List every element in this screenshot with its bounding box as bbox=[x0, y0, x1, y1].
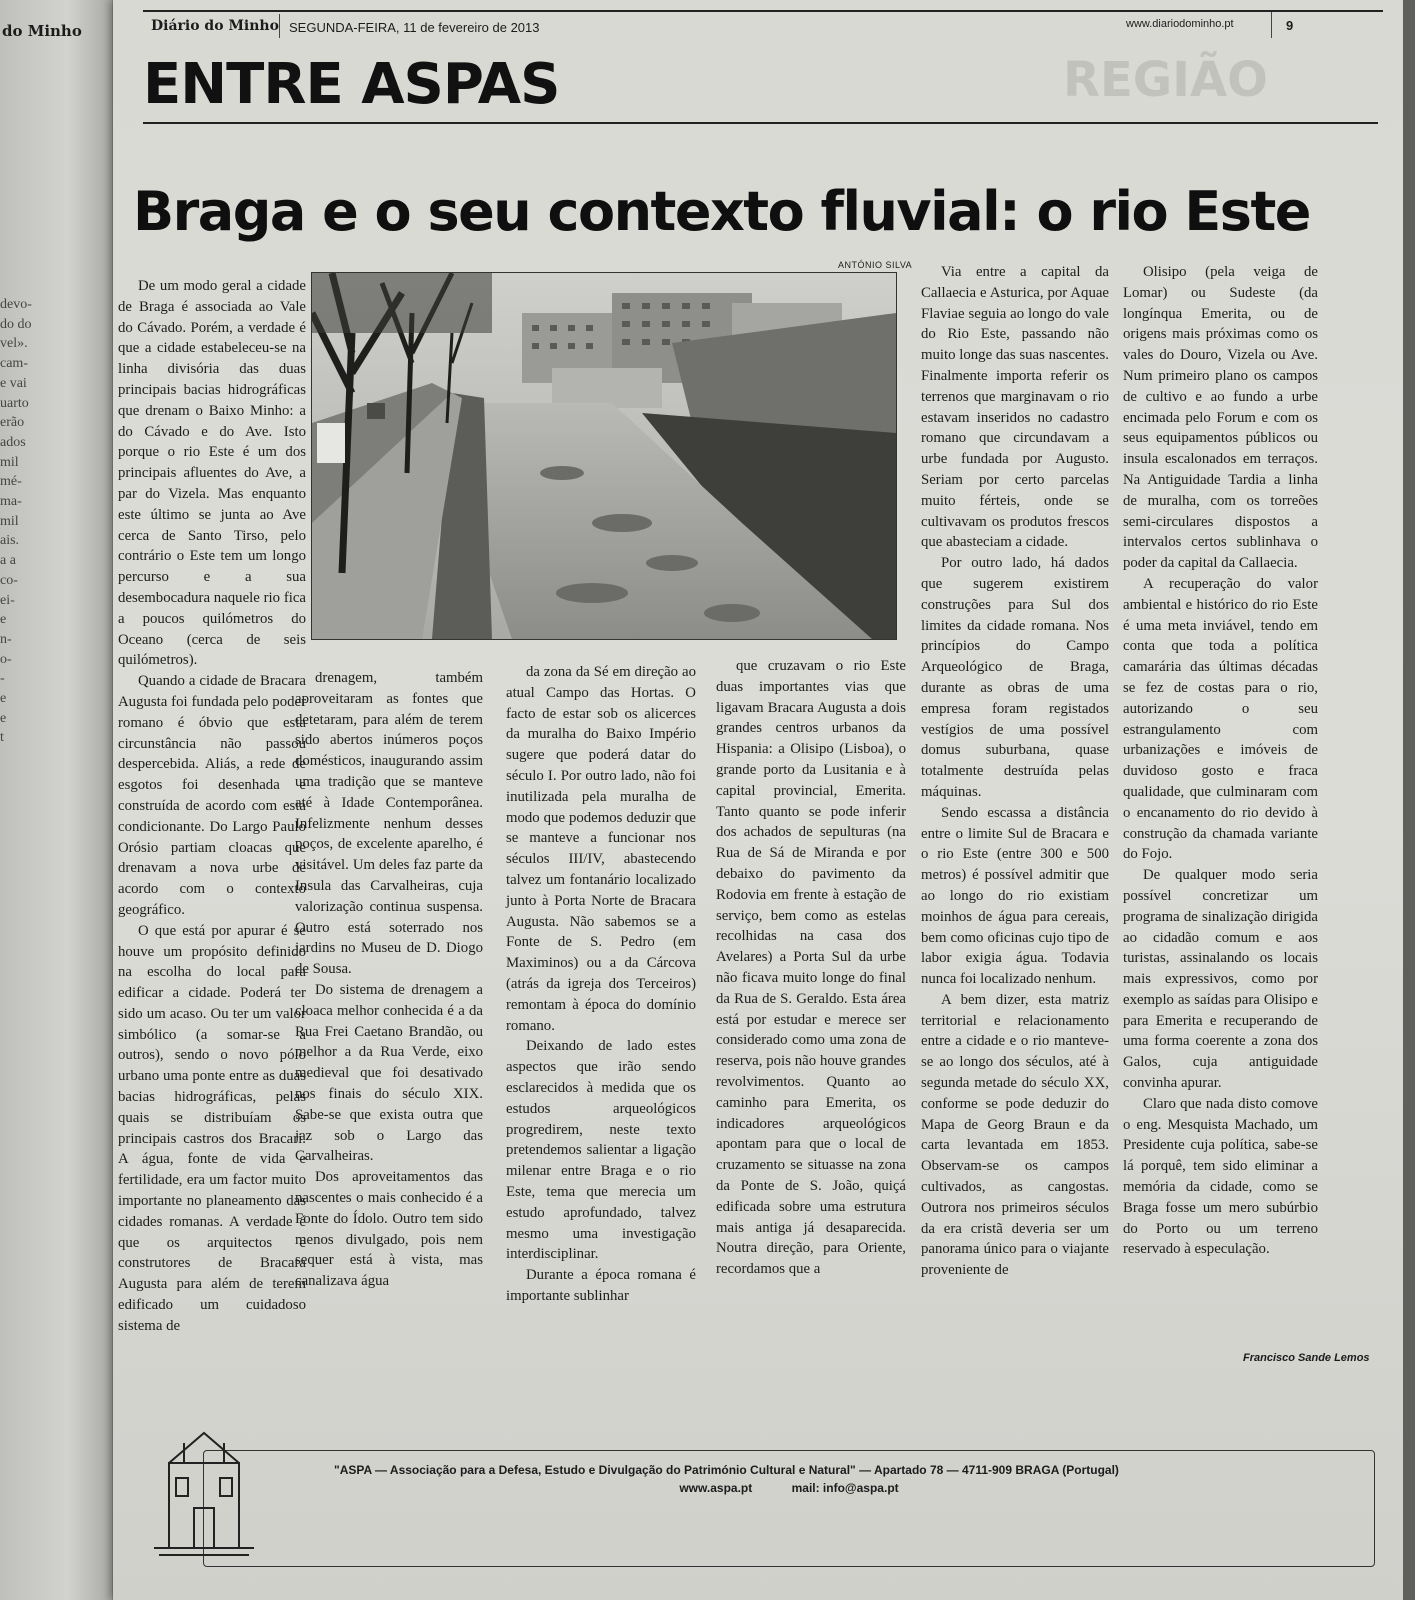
article-paragraph: da zona da Sé em direção ao atual Campo das Hortas. O facto de estar sob os alicerces da muralha do Baixo Império sugere que poderá datar do século I. Por outro lado, não foi inutilizada pela muralha de modo que podemos deduzir que se manteve a funcionar nos séculos III/IV, abastecendo talvez um fontanário localizado junto à Porta Norte de Bracara Augusta. Não sabemos se a Fonte de S. Pedro (em Maximinos) ou a da Cárcova (atrás da igreja dos Terceiros) remontam à época do domínio romano. bbox=[506, 664, 696, 1034]
page-right-edge bbox=[1403, 0, 1415, 1600]
article-paragraph: que cruzavam o rio Este duas importantes vias que ligavam Bracara Augusta a dois grandes centros urbanos da Hispania: a Olisipo (Lisboa), o grande porto da Lusitania e à capital provincial, Emerita. Tanto quanto se pode inferir dos achados de sepulturas (na Rua de Sá de Miranda e por debaixo do pavimento da Rodovia em frente à estação de serviço, bem como as estelas recolhidas na casa dos Avelares) a Porta Sul da urbe não ficava muito longe do final da Rua de S. Geraldo. Esta área está por estudar e merece ser considerado como uma zona de reserva, pois não houve grandes revolvimentos. Quanto ao caminho para Emerita, os indicadores arqueológicos apontam para que o local de cruzamento se situasse na zona da Ponte de S. João, quiçá edificada sobre uma estrutura mais antiga já desaparecida. Noutra direção, para Oriente, recordamos que a bbox=[716, 658, 906, 1278]
newspaper-url: www.diariodominho.pt bbox=[1126, 18, 1234, 30]
article-paragraph: De qualquer modo seria possível concretizar um programa de sinalização dirigida ao cidadão comum e aos turistas, assinalando os locais mais expressivos, como por exemplo as saídas para Olisipo e para Emerita e recuperando de uma forma coerente a zona dos Galos, cuja antiguidade convinha apurar. bbox=[1123, 867, 1318, 1092]
article-paragraph: Quando a cidade de Bracara Augusta foi fundada pelo poder romano é óbvio que esta circunstância não passou despercebida. Aliás, a rede de esgotos foi desenhada e construída de acordo com esta condicionante. Do Largo Paulo Orósio partiam cloacas que drenavam a nova urbe de acordo com o contexto geográfico. bbox=[118, 673, 306, 918]
page-header bbox=[151, 18, 1381, 40]
header-divider bbox=[1271, 12, 1272, 38]
article-paragraph: A recuperação do valor ambiental e histórico do rio Este é uma meta inviável, tendo em conta que toda a política camarária das últimas décadas se fez de costas para o rio, autorizando o seu estrangulamento com urbanizações e imóveis de duvidoso gosto e fraca qualidade, que culminaram com o encanamento do rio devido à construção da chamada variante do Fojo. bbox=[1123, 575, 1318, 863]
newspaper-page bbox=[113, 0, 1403, 1600]
footer-association-line: "ASPA — Associação para a Defesa, Estudo e Divulgação do Património Cultural e Natural" — Apartado 78 — 4711-909 BRAGA (Portugal) bbox=[334, 1463, 1119, 1477]
article-paragraph: Do sistema de drenagem a cloaca melhor conhecida é a da Rua Frei Caetano Brandão, ou melhor a da Rua Verde, eixo medieval que foi desativado nos finais do século XIX. Sabe-se que exista outra que jaz sob o Largo das Carvalheiras. bbox=[295, 981, 483, 1165]
previous-page-fragment: vel». bbox=[0, 336, 28, 352]
previous-page-fragment: mil bbox=[0, 513, 19, 529]
previous-page-fragment: ados bbox=[0, 434, 26, 450]
previous-page-masthead: do Minho bbox=[2, 22, 82, 40]
header-divider bbox=[279, 14, 280, 38]
article-column-1 bbox=[118, 276, 306, 1337]
article-column-5 bbox=[921, 262, 1109, 1281]
previous-page-fragment: do do bbox=[0, 316, 32, 332]
footer-contact-line bbox=[204, 1481, 1374, 1495]
previous-page-fragment: e bbox=[0, 612, 7, 628]
footer-email-link[interactable]: mail: info@aspa.pt bbox=[791, 1481, 899, 1495]
article-paragraph: Por outro lado, há dados que sugerem existirem construções para Sul dos limites da cidade romana. Nos princípios do Campo Arqueológico de Braga, durante as obras de uma empresa foram registados vestígios de uma possível domus suburbana, quase totalmente destruída pelas máquinas. bbox=[921, 555, 1109, 800]
previous-page-fragment: uarto bbox=[0, 395, 29, 411]
article-paragraph: Olisipo (pela veiga de Lomar) ou Sudeste (da longínqua Emerita, ou de origens mais próximas como os vales do Douro, Vizela ou Ave. Num primeiro plano os campos de cultivo e ao fundo a urbe encimada pelo Forum e com os seus equipamentos públicos ou insula escalonados em terraços. Na Antiguidade Tardia a linha de muralha, com os torreões semi-circulares dispostos a intervalos certos sublinhava o poder da capital da Callaecia. bbox=[1123, 264, 1318, 572]
article-paragraph: Durante a época romana é importante sublinhar bbox=[506, 1267, 696, 1304]
previous-page-fragment: e vai bbox=[0, 375, 27, 391]
article-column-6 bbox=[1123, 262, 1318, 1260]
article-paragraph: De um modo geral a cidade de Braga é associada ao Vale do Cávado. Porém, a verdade é que a cidade estabeleceu-se na linha divisória das duas principais bacias hidrográficas que drenam o Baixo Minho: a do Cávado e do Ave. Isto porque o rio Este é um dos principais afluentes do Ave, a par do Vizela. Mas enquanto este último se junta ao Ave cerca de Santo Tirso, pelo contrário o Este tem um longo percurso e a sua desembocadura naquele rio fica a poucos quilómetros do Oceano (cerca de seis quilómetros). bbox=[118, 278, 306, 669]
footer-website-link[interactable]: www.aspa.pt bbox=[679, 1481, 753, 1495]
article-column-2 bbox=[295, 668, 483, 1292]
article-paragraph: drenagem, também aproveitaram as fontes que detetaram, para além de terem sido abertos inúmeros poços domésticos, inaugurando assim uma tradição que se manteve até à Idade Contemporânea. Infelizmente nenhum desses poços, de excelente aparelho, é visitável. Um deles faz parte da Insula das Carvalheiras, cuja valorização continua suspensa. Outro está soterrado nos jardins no Museu de D. Diogo de Sousa. bbox=[295, 670, 483, 978]
issue-date: SEGUNDA-FEIRA, 11 de fevereiro de 2013 bbox=[289, 20, 540, 35]
article-paragraph: Deixando de lado estes aspectos que irão sendo esclarecidos à medida que os estudos arqueológicos progredirem, neste texto pretendemos salientar a ligação milenar entre Braga e o rio Este, tema que merecia um estudo aprofundado, talvez mesmo uma investigação interdisciplinar. bbox=[506, 1038, 696, 1263]
previous-page-fragment: - bbox=[0, 671, 5, 687]
previous-page-fragment: ais. bbox=[0, 533, 20, 549]
previous-page-fragment: e bbox=[0, 710, 7, 726]
previous-page-fragment: t bbox=[0, 730, 4, 746]
previous-page-fragment: ei- bbox=[0, 592, 15, 608]
previous-page-fragment: cam- bbox=[0, 356, 28, 372]
article-paragraph: A bem dizer, esta matriz territorial e relacionamento entre a cidade e o rio manteve-se ao longo dos séculos, até à segunda metade do século XX, conforme se pode deduzir do Mapa de Georg Braun e da carta levantada em 1853. Observam-se os campos cultivados, as cangostas. Outrora nos primeiros séculos da era cristã deveria ser um panorama único para o viajante proveniente de bbox=[921, 991, 1109, 1279]
show-through-section-title: REGIÃO bbox=[1063, 52, 1268, 108]
previous-page-fragment: o- bbox=[0, 651, 12, 667]
article-paragraph: Via entre a capital da Callaecia e Asturica, por Aquae Flaviae seguia ao longo do vale do Rio Este, passando não muito longe das suas nascentes. Finalmente importa referir os terrenos que marginavam o rio estavam inseridos no cadastro romano que circundavam a urbe fundada por Augusto. Seriam por certo parcelas muito férteis, onde se cultivavam os produtos frescos que abasteciam a cidade. bbox=[921, 264, 1109, 551]
page-number: 9 bbox=[1286, 18, 1294, 33]
article-paragraph: Dos aproveitamentos das nascentes o mais conhecido é a Fonte do Ídolo. Outro tem sido menos divulgado, pois nem sequer está à vista, mas canalizava água bbox=[295, 1169, 483, 1290]
previous-page-fragment: ma- bbox=[0, 494, 22, 510]
previous-page-text-fragments bbox=[0, 295, 60, 748]
previous-page-fragment: erão bbox=[0, 415, 25, 431]
article-paragraph: O que está por apurar é se houve um propósito definido na escolha do local para edificar a cidade. Poderá ter sido um acaso. Ou ter um valor simbólico (a somar-se a outros), sendo o novo pólo urbano uma ponte entre as duas bacias hidrográficas, pelas quais se distribuíam os principais castros dos Bracari. A água, fonte de vida e fertilidade, era um factor muito importante no planeamento das cidades romanas. A verdade é que os arquitectos e construtores de Bracara Augusta para além de terem edificado um cuidadoso sistema de bbox=[118, 922, 306, 1334]
previous-page-fragment: a a bbox=[0, 553, 16, 569]
article-column-3 bbox=[506, 662, 696, 1307]
previous-page-fragment: n- bbox=[0, 631, 12, 647]
previous-page-fragment: e bbox=[0, 691, 7, 707]
section-rule bbox=[143, 122, 1378, 124]
photo-credit: ANTÓNIO SILVA bbox=[838, 260, 913, 270]
previous-page-fragment: mé- bbox=[0, 474, 22, 490]
newspaper-name: Diário do Minho bbox=[151, 18, 279, 34]
article-paragraph: Claro que nada disto comove o eng. Mesquista Machado, um Presidente cuja política, sabe-se lá porquê, tem sido eliminar a memória da cidade, como se Braga fosse um mero subúrbio do Porto ou um terreno reservado à especulação. bbox=[1123, 1095, 1318, 1258]
article-headline: Braga e o seu contexto fluvial: o rio Este bbox=[133, 180, 1310, 243]
article-paragraph: Sendo escassa a distância entre o limite Sul de Bracara e o rio Este (entre 300 e 500 metros) é possível admitir que ao longo do rio existiam moinhos de água para cereais, bem como oficinas cujo tipo de labor exigia água. Todavia nunca foi localizado nenhum. bbox=[921, 804, 1109, 988]
river-photo-illustration bbox=[312, 273, 896, 639]
section-title: ENTRE ASPAS bbox=[143, 52, 560, 117]
river-photo bbox=[311, 272, 897, 640]
article-column-4 bbox=[716, 656, 906, 1280]
top-rule bbox=[143, 10, 1383, 12]
author-signature: Francisco Sande Lemos bbox=[1243, 1352, 1370, 1364]
previous-page-fragment: co- bbox=[0, 572, 18, 588]
previous-page-fragment: mil bbox=[0, 454, 19, 470]
previous-page-edge bbox=[0, 0, 112, 1600]
footer-box bbox=[203, 1450, 1375, 1567]
previous-page-fragment: devo- bbox=[0, 297, 32, 312]
